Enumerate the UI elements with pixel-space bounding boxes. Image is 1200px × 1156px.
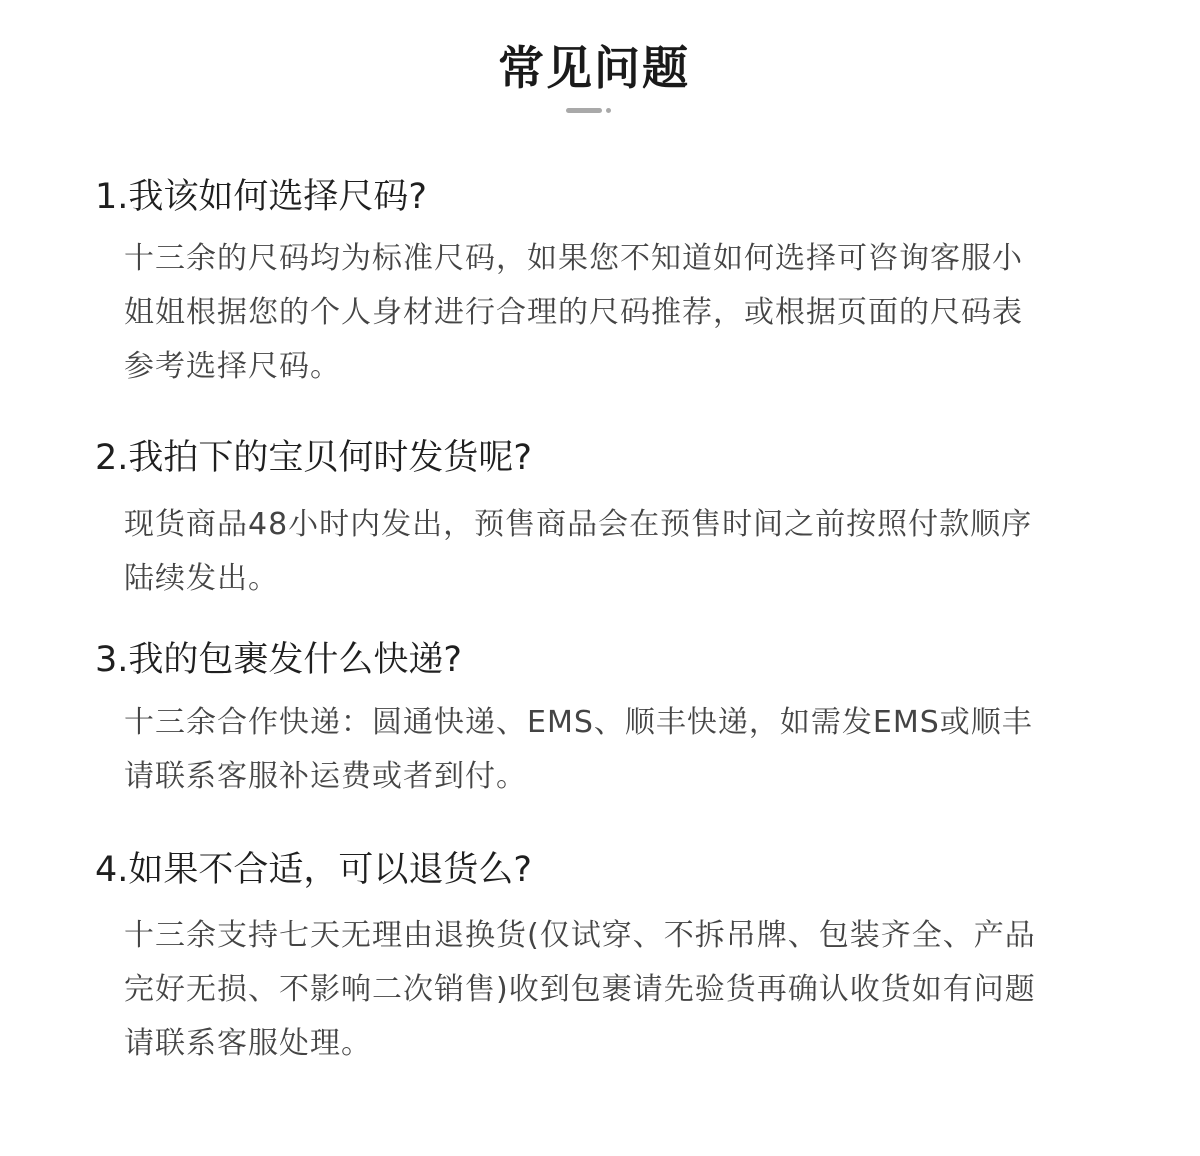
- underline-bar: [566, 108, 602, 113]
- faq-answer-line: 十三余支持七天无理由退换货(仅试穿、不拆吊牌、包装齐全、产品: [124, 918, 1036, 953]
- faq-answer-line: 完好无损、不影响二次销售)收到包裹请先验货再确认收货如有问题: [124, 972, 1036, 1007]
- faq-answer-line: 姐姐根据您的个人身材进行合理的尺码推荐，或根据页面的尺码表: [124, 295, 1023, 330]
- faq-answer: [95, 696, 1125, 804]
- faq-answer-line: 请联系客服处理。: [124, 1026, 372, 1061]
- underline-dot: [606, 108, 611, 113]
- faq-answer: [95, 498, 1125, 606]
- faq-answer-line: 参考选择尺码。: [124, 349, 341, 384]
- faq-item-shipping-time: [95, 436, 1125, 606]
- faq-answer: [95, 232, 1125, 394]
- faq-answer-line: 现货商品48小时内发出，预售商品会在预售时间之前按照付款顺序: [124, 507, 1033, 542]
- faq-answer: [95, 909, 1125, 1071]
- faq-answer-line: 陆续发出。: [124, 561, 279, 596]
- faq-question: 3.我的包裹发什么快递?: [95, 640, 462, 680]
- faq-question: 4.如果不合适，可以退货么?: [95, 850, 532, 890]
- title-underline-divider: [566, 108, 612, 113]
- faq-answer-line: 十三余合作快递：圆通快递、EMS、顺丰快递，如需发EMS或顺丰: [124, 705, 1033, 740]
- faq-answer-line: 请联系客服补运费或者到付。: [124, 759, 527, 794]
- faq-item-courier: [95, 638, 1125, 804]
- faq-item-size: [95, 175, 1125, 394]
- page-title: 常见问题: [498, 41, 690, 95]
- faq-question: 1.我该如何选择尺码?: [95, 177, 427, 217]
- faq-item-returns: [95, 848, 1125, 1071]
- faq-question: 2.我拍下的宝贝何时发货呢?: [95, 438, 532, 478]
- faq-answer-line: 十三余的尺码均为标准尺码，如果您不知道如何选择可咨询客服小: [124, 241, 1023, 276]
